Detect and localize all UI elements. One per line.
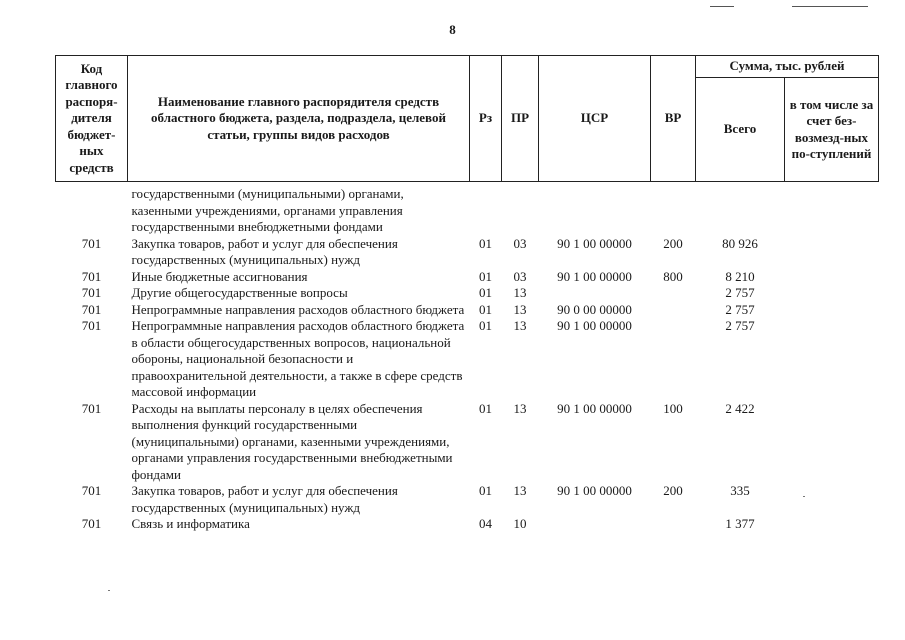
cell-rz: 01 <box>479 400 492 416</box>
cell-code: 701 <box>81 400 102 416</box>
cell-incl <box>785 483 879 516</box>
cell-incl <box>785 401 879 484</box>
header-vr: ВР <box>651 56 696 182</box>
cell-csr: 90 1 00 00000 <box>557 318 632 333</box>
cell-vr: 800 <box>663 268 683 284</box>
cell-csr <box>539 182 651 236</box>
cell-total: 2 757 <box>725 285 755 300</box>
cell-vr: 200 <box>663 483 683 498</box>
table-row <box>56 516 879 533</box>
header-csr: ЦСР <box>539 56 651 182</box>
cell-name: Другие общегосударственные вопросы <box>131 285 348 300</box>
cell-rz: 01 <box>479 268 492 284</box>
cell-total: 2 422 <box>725 400 755 416</box>
cell-total: 8 210 <box>725 268 755 284</box>
cell-pr: 10 <box>513 516 527 531</box>
cell-csr: 90 1 00 00000 <box>557 400 632 416</box>
cell-csr: 90 1 00 00000 <box>557 268 632 284</box>
cell-vr: 100 <box>663 400 683 416</box>
cell-name: Непрограммные направления расходов областного бюджета в области общегосударственных вопросов, национальной обороны, национальной безопасности и правоохранительной деятельности, а также в сфере средств массовой информации <box>131 318 465 399</box>
table-row <box>56 318 879 401</box>
cell-code: 701 <box>81 483 102 498</box>
corner-line-2 <box>792 6 868 7</box>
header-name: Наименование главного распорядителя средств областного бюджета, раздела, подраздела, целевой статьи, группы видов расходов <box>128 56 470 182</box>
cell-rz: 01 <box>479 318 492 333</box>
cell-rz: 01 <box>479 235 492 251</box>
cell-incl <box>785 285 879 302</box>
cell-code: 701 <box>81 235 102 251</box>
header-code: Код главного распоря-дителя бюджет-ных средств <box>56 56 128 182</box>
cell-vr <box>651 285 696 302</box>
table-row <box>56 483 879 516</box>
cell-rz: 01 <box>479 285 492 300</box>
header-sum: Сумма, тыс. рублей <box>696 56 879 78</box>
cell-vr <box>651 302 696 319</box>
table-row <box>56 269 879 286</box>
cell-total: 2 757 <box>725 301 755 317</box>
cell-name: Иные бюджетные ассигнования <box>131 268 308 284</box>
cell-vr <box>651 182 696 236</box>
cell-name: Непрограммные направления расходов областного бюджета <box>131 301 465 317</box>
cell-pr: 13 <box>513 400 527 416</box>
header-total: Всего <box>696 78 785 182</box>
cell-pr: 13 <box>513 285 527 300</box>
table-row <box>56 285 879 302</box>
cell-csr <box>539 516 651 533</box>
table-row <box>56 182 879 236</box>
cell-rz <box>470 182 502 236</box>
cell-incl <box>785 302 879 319</box>
cell-code: 701 <box>81 285 102 300</box>
cell-vr: 200 <box>663 235 683 251</box>
cell-total: 335 <box>730 483 750 498</box>
table-header <box>56 56 879 182</box>
cell-name: Расходы на выплаты персоналу в целях обеспечения выполнения функций государственными (муниципальными) органами, казенными учреждениями, органами управления государственными внебюджетными фондами <box>131 400 453 482</box>
table-row <box>56 401 879 484</box>
cell-name: Закупка товаров, работ и услуг для обеспечения государственных (муниципальных) нужд <box>131 235 398 267</box>
cell-pr: 13 <box>513 301 527 317</box>
cell-incl <box>785 516 879 533</box>
corner-line-1 <box>710 6 734 7</box>
cell-total: 80 926 <box>722 235 758 251</box>
cell-pr: 03 <box>513 235 527 251</box>
cell-incl <box>785 182 879 236</box>
cell-name: государственными (муниципальными) органами, казенными учреждениями, органами управления государственными внебюджетными фондами <box>131 186 404 234</box>
cell-pr <box>502 182 539 236</box>
table-row <box>56 302 879 319</box>
speck-mark <box>108 590 110 591</box>
cell-code <box>56 182 128 236</box>
cell-pr: 13 <box>513 318 527 333</box>
table-row <box>56 236 879 269</box>
cell-rz: 01 <box>479 301 492 317</box>
cell-incl <box>785 318 879 401</box>
cell-vr <box>651 318 696 401</box>
cell-incl <box>785 236 879 269</box>
cell-code: 701 <box>81 268 102 284</box>
cell-code: 701 <box>81 318 102 333</box>
cell-total <box>696 182 785 236</box>
cell-csr: 90 0 00 00000 <box>557 301 632 317</box>
header-pr: ПР <box>502 56 539 182</box>
header-incl: в том числе за счет без-возмезд-ных по-ступлений <box>785 78 879 182</box>
cell-name: Закупка товаров, работ и услуг для обеспечения государственных (муниципальных) нужд <box>131 483 398 515</box>
budget-table <box>55 55 879 533</box>
speck-mark <box>803 496 805 497</box>
cell-rz: 01 <box>479 483 492 498</box>
cell-pr: 13 <box>513 483 527 498</box>
cell-code: 701 <box>81 301 102 317</box>
cell-pr: 03 <box>513 268 527 284</box>
table-body <box>56 182 879 533</box>
cell-code: 701 <box>81 516 102 531</box>
cell-vr <box>651 516 696 533</box>
cell-total: 1 377 <box>725 516 755 531</box>
cell-incl <box>785 269 879 286</box>
cell-name: Связь и информатика <box>131 516 250 531</box>
cell-total: 2 757 <box>725 318 755 333</box>
cell-csr: 90 1 00 00000 <box>557 235 632 251</box>
cell-rz: 04 <box>479 516 492 531</box>
cell-csr: 90 1 00 00000 <box>557 483 632 498</box>
header-rz: Рз <box>470 56 502 182</box>
cell-csr <box>539 285 651 302</box>
page-number: 8 <box>449 22 456 37</box>
